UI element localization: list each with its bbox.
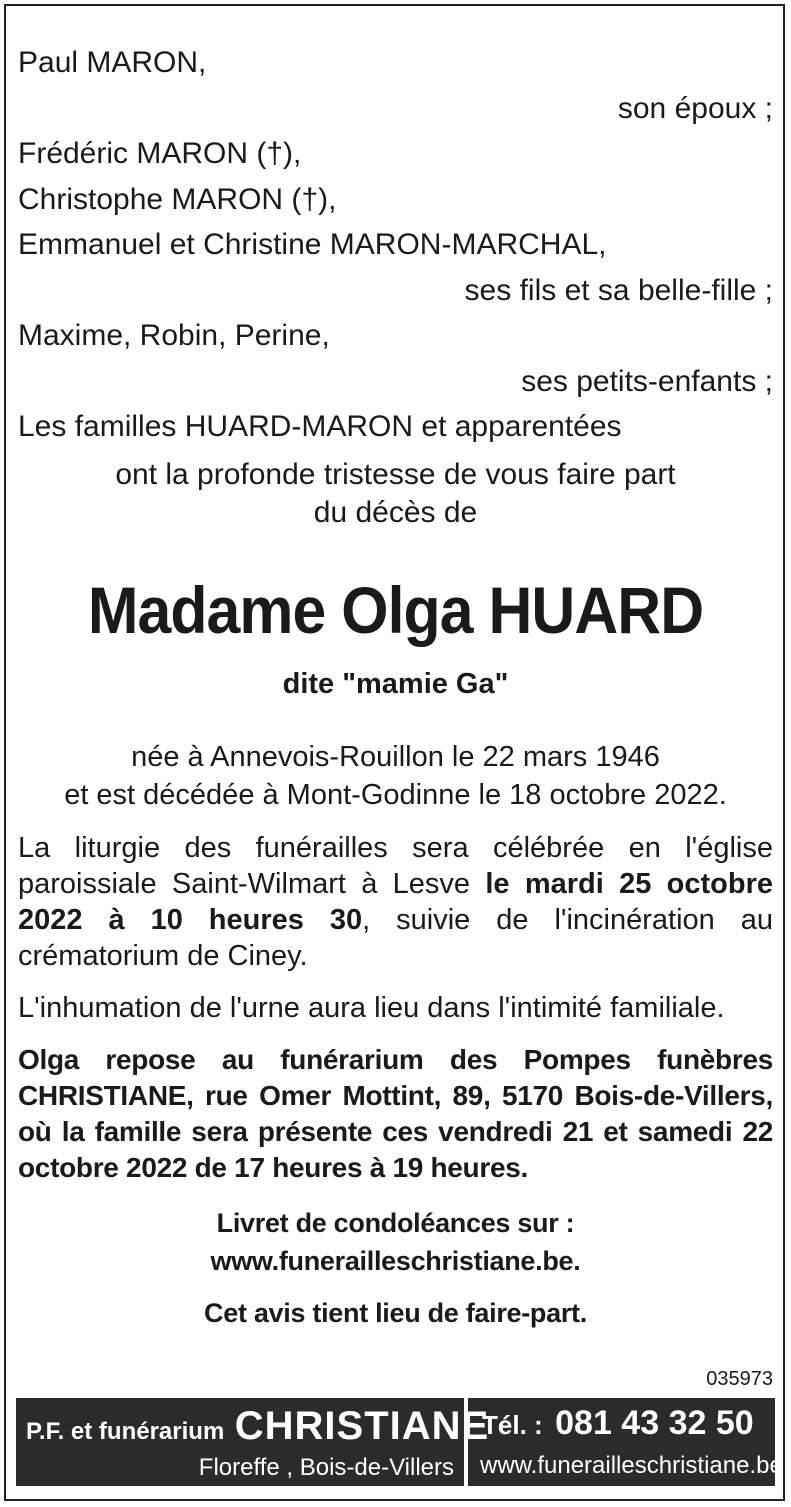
life-dates bbox=[18, 738, 773, 814]
sons-role: ses fils et sa belle-fille ; bbox=[464, 273, 773, 307]
banner-left bbox=[16, 1398, 490, 1486]
spouse-role: son époux ; bbox=[617, 91, 773, 125]
phone-label: Tél. : bbox=[482, 1410, 543, 1440]
reference-number: 035973 bbox=[706, 1368, 773, 1390]
intro-text bbox=[18, 456, 773, 532]
intro-line-1: ont la profonde tristesse de vous faire part bbox=[115, 457, 676, 491]
burial-paragraph: L'inhumation de l'urne aura lieu dans l'intimité familiale. bbox=[18, 991, 725, 1024]
phone-number[interactable]: 081 43 32 50 bbox=[555, 1404, 754, 1442]
banner-title bbox=[26, 1404, 489, 1449]
son-3: Emmanuel et Christine MARON-MARCHAL, bbox=[18, 228, 607, 261]
visitation-paragraph: Olga repose au funérarium des Pompes funèbres CHRISTIANE, rue Omer Mottint, 89, 5170 Bois-de-Villers, où la famille sera présente ces vendredi 21 et samedi 22 octobre 2022 de 17 heures à 19 heures. bbox=[18, 1043, 773, 1183]
notice-text: Cet avis tient lieu de faire-part. bbox=[204, 1297, 587, 1328]
grandchildren-role: ses petits-enfants ; bbox=[521, 364, 773, 398]
grandchildren-names: Maxime, Robin, Perine, bbox=[18, 319, 330, 352]
banner-prefix: P.F. et funérarium bbox=[26, 1418, 225, 1445]
condolences-label: Livret de condoléances sur : bbox=[216, 1207, 575, 1238]
banner-locations: Floreffe , Bois-de-Villers bbox=[198, 1454, 454, 1481]
banner-phone bbox=[482, 1404, 754, 1443]
banner-right bbox=[468, 1398, 783, 1486]
obituary-content bbox=[18, 40, 773, 1332]
families-line: Les familles HUARD-MARON et apparentées bbox=[18, 410, 622, 443]
banner-website[interactable]: www.funerailleschristiane.be bbox=[480, 1452, 783, 1479]
son-1: Frédéric MARON (†), bbox=[18, 137, 302, 170]
son-2: Christophe MARON (†), bbox=[18, 182, 337, 216]
death-line: et est décédée à Mont-Godinne le 18 octobre 2022. bbox=[64, 778, 727, 811]
spouse-name: Paul MARON, bbox=[18, 46, 207, 79]
condolences-block bbox=[18, 1204, 773, 1280]
deceased-name: Madame Olga HUARD bbox=[87, 572, 704, 647]
ceremony-paragraph bbox=[18, 830, 773, 974]
intro-line-2: du décès de bbox=[313, 495, 478, 529]
deceased-nickname: dite "mamie Ga" bbox=[282, 667, 509, 700]
funeral-home-banner bbox=[16, 1398, 783, 1486]
birth-line: née à Annevois-Rouillon le 22 mars 1946 bbox=[131, 740, 660, 773]
banner-brand: CHRISTIANE bbox=[234, 1404, 490, 1448]
ceremony-text-1: La liturgie des funérailles sera célébrée en l'église paroissiale Saint-Wilmart à Lesve bbox=[18, 831, 773, 900]
ceremony-date: le mardi 25 octobre 2022 à 10 heures 30 bbox=[18, 867, 773, 936]
ceremony-text-2: , suivie de l'incinération au crématorium de Ciney. bbox=[18, 903, 773, 972]
condolences-url[interactable]: www.funerailleschristiane.be. bbox=[210, 1245, 581, 1276]
